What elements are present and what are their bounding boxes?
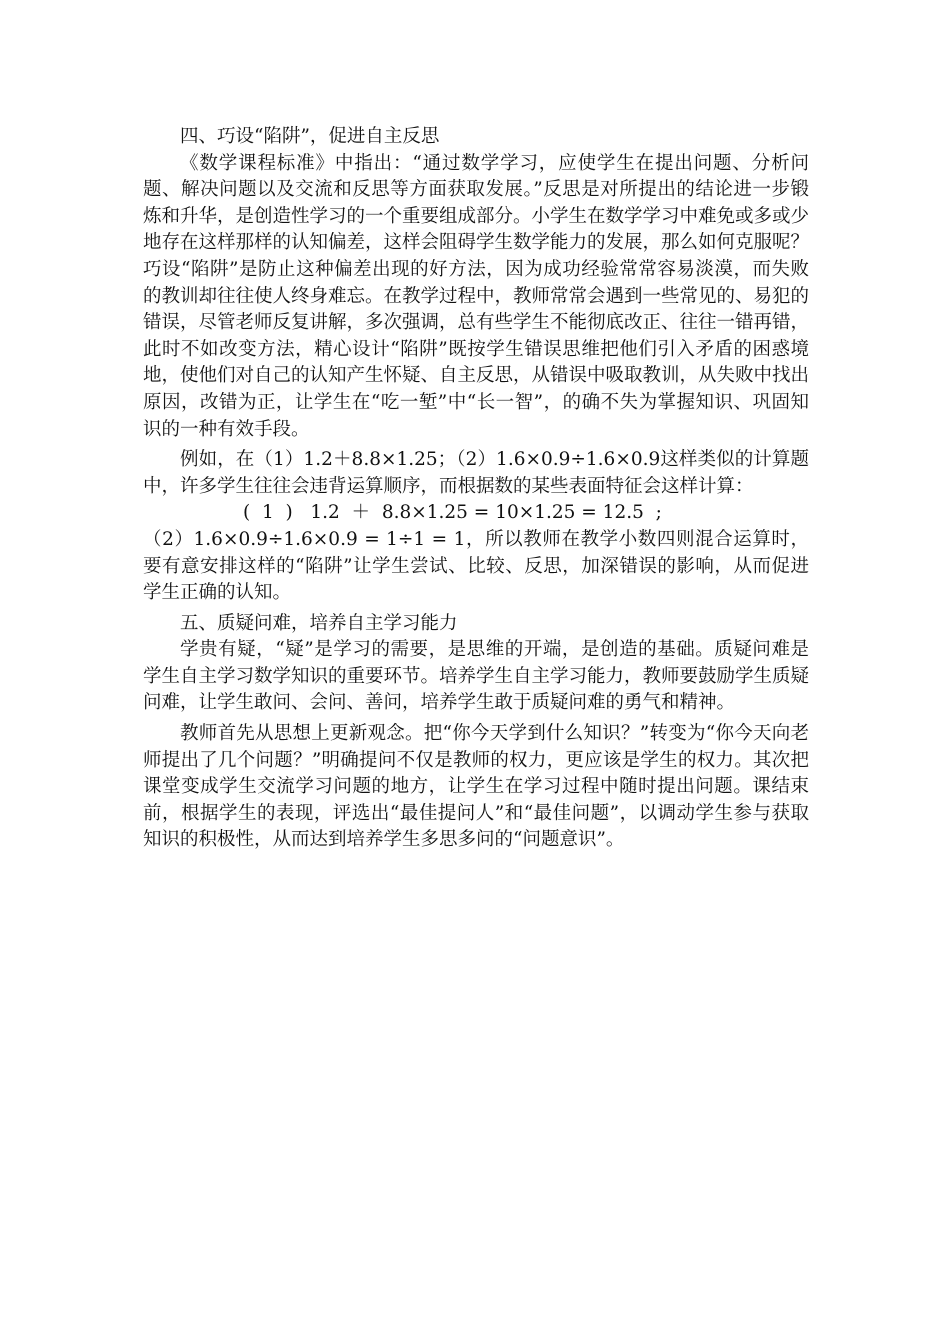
- section-5-paragraph-2: 教师首先从思想上更新观念。把“你今天学到什么知识？”转变为“你今天向老师提出了几个问题？”明确提问不仅是教师的权力，更应该是学生的权力。其次把课堂变成学生交流学习问题的地方，让学生在学习过程中随时提出问题。课结束前，根据学生的表现，评选出“最佳提问人”和“最佳问题”，以调动学生参与获取知识的积极性，从而达到培养学生多思多问的“问题意识”。: [143, 723, 809, 851]
- section-4-paragraph-2: 例如，在（1）1.2＋8.8×1.25；（2）1.6×0.9÷1.6×0.9这样类似的计算题中，许多学生往往会违背运算顺序，而根据数的某些表面特征会这样计算：: [143, 449, 809, 497]
- calculation-line: ( 1 ) 1.2 ＋ 8.8×1.25 = 10×1.25 = 12.5 ;: [243, 502, 662, 524]
- section-4-paragraph-1: 《数学课程标准》中指出：“通过数学学习，应使学生在提出问题、分析问题、解决问题以及交流和反思等方面获取发展。”反思是对所提出的结论进一步锻炼和升华，是创造性学习的一个重要组成部分。小学生在数学学习中难免或多或少地存在这样那样的认知偏差，这样会阻碍学生数学能力的发展，那么如何克服呢？巧设“陷阱”是防止这种偏差出现的好方法，因为成功经验常常容易淡漠，而失败的教训却往往使人终身难忘。在教学过程中，教师常常会遇到一些常见的、易犯的错误，尽管老师反复讲解，多次强调，总有些学生不能彻底改正、往往一错再错，此时不如改变方法，精心设计“陷阱”既按学生错误思维把他们引入矛盾的困惑境地，使他们对自己的认知产生怀疑、自主反思，从错误中吸取教训，从失败中找出原因，改错为正，让学生在“吃一堑”中“长一智”，的确不失为掌握知识、巩固知识的一种有效手段。: [143, 152, 810, 440]
- document-body: [143, 124, 809, 854]
- section-4-heading: 四、巧设“陷阱”，促进自主反思: [180, 126, 440, 147]
- section-5-heading: 五、质疑问难，培养自主学习能力: [180, 612, 458, 634]
- section-5-paragraph-1: 学贵有疑，“疑”是学习的需要，是思维的开端，是创造的基础。质疑问难是学生自主学习数学知识的重要环节。培养学生自主学习能力，教师要鼓励学生质疑问难，让学生敢问、会问、善问，培养学生敢于质疑问难的勇气和精神。: [143, 639, 810, 714]
- section-4-paragraph-3: （2）1.6×0.9÷1.6×0.9 = 1÷1 = 1，所以教师在教学小数四则混合运算时，要有意安排这样的“陷阱”让学生尝试、比较、反思，加深错误的影响，从而促进学生正确的认知。: [143, 528, 809, 604]
